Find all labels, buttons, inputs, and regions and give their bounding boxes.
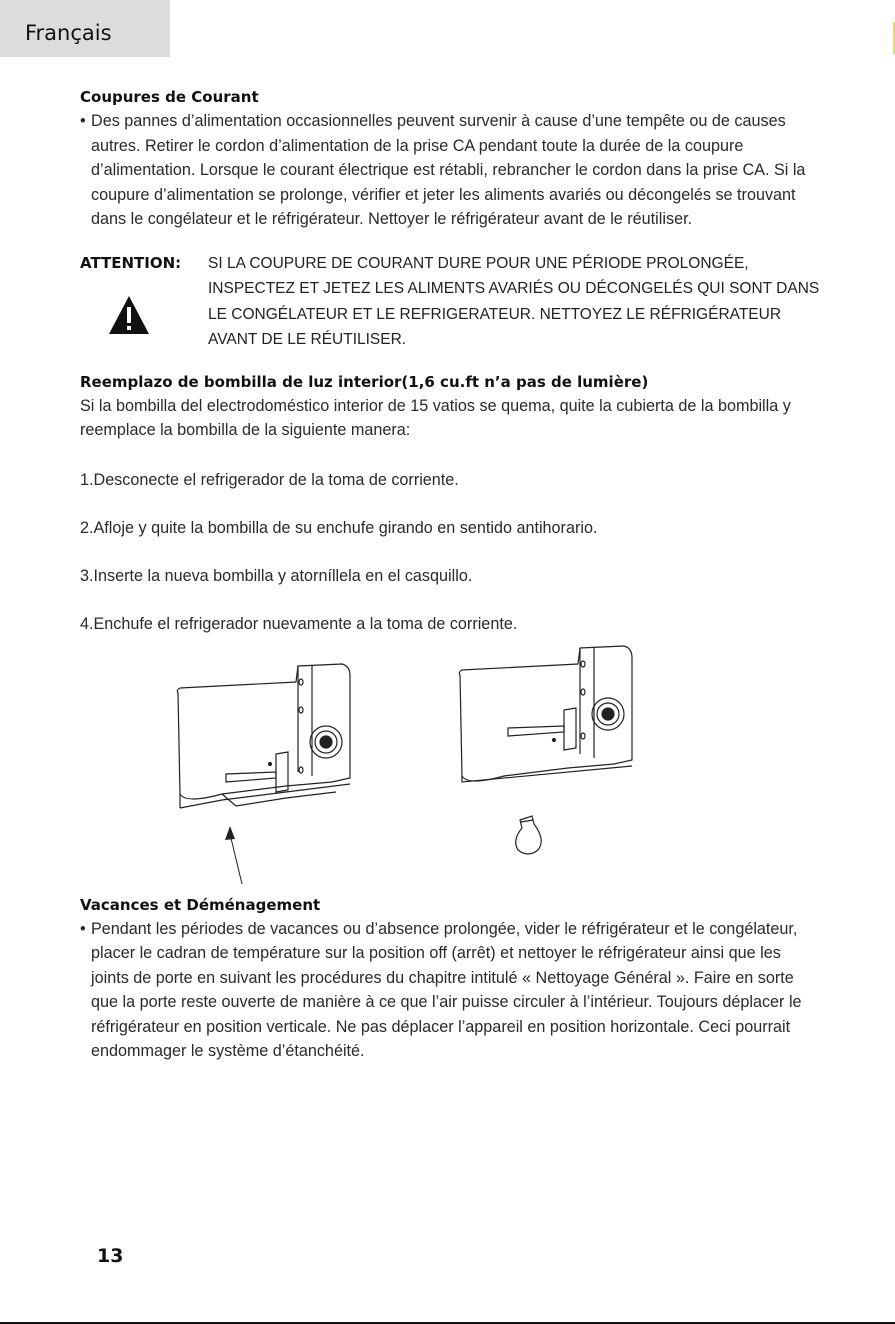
bulb-removed-illustration (448, 636, 648, 872)
intro-text: Si la bombilla del electrodoméstico interior de 15 vatios se quema, quite la cubierta de la bombilla y reemplace la bombilla de la siguiente manera: (80, 396, 791, 439)
bullet-paragraph (80, 917, 820, 1064)
illustrations (80, 636, 820, 891)
paragraph-text: Pendant les périodes de vacances ou d’absence prolongée, vider le réfrigérateur et le congélateur, placer le cadran de température sur la position off (arrêt) et nettoyer le réfrigérateur ainsi que les joints de porte en suivant les procédures du chapitre intitulé « Nettoyage Général ». Faire en sorte que la porte reste ouverte de manière à ce que l’air puisse circuler à l’intérieur. Toujours déplacer le réfrigérateur en position verticale. Ne pas déplacer l’appareil en position horizontale. Ceci pourrait endommager le système d’étanchéité. (91, 919, 802, 1060)
attention-block (80, 251, 820, 353)
page-number: 13 (97, 1245, 124, 1267)
bullet-marker: • (80, 919, 86, 938)
section-light-bulb (80, 370, 820, 891)
bullet-marker: • (80, 112, 86, 130)
section-heading: Vacances et Déménagement (80, 895, 321, 914)
section-power-outage (80, 85, 820, 232)
page-content (80, 85, 820, 1064)
language-tab: Français (0, 0, 170, 57)
step-2: 2.Afloje y quite la bombilla de su enchufe girando en sentido antihorario. (80, 518, 598, 537)
paragraph-text: Des pannes d’alimentation occasionnelles peuvent survenir à cause d’une tempête ou de causes autres. Retirer le cordon d’alimentation de la prise CA pendant toute la durée de la coupure d’alimentation. Lorsque le courant électrique est rétabli, rebrancher le cordon dans la prise CA. Si la coupure d’alimentation se prolonge, vérifier et jeter les aliments avariés ou décongelés se trouvant dans le congélateur et le réfrigérateur. Nettoyer le réfrigérateur avant de le réutiliser. (91, 112, 806, 228)
attention-label: ATTENTION: (80, 253, 182, 272)
step-3: 3.Inserte la nueva bombilla y atorníllela en el casquillo. (80, 566, 473, 585)
section-heading: Coupures de Courant (80, 88, 259, 106)
light-cover-illustration (166, 654, 396, 884)
section-vacation-moving (80, 893, 820, 1064)
step-1: 1.Desconecte el refrigerador de la toma de corriente. (80, 470, 459, 489)
section-heading: Reemplazo de bombilla de luz interior(1,6 cu.ft n’a pas de lumière) (80, 372, 649, 391)
attention-label-column (80, 251, 208, 353)
bullet-paragraph (80, 109, 820, 232)
attention-text: SI LA COUPURE DE COURANT DURE POUR UNE PÉRIODE PROLONGÉE, INSPECTEZ ET JETEZ LES ALIMENTS AVARIÉS OU DÉCONGELÉS QUI SONT DANS LE CONGÉLATEUR ET LE REFRIGERATEUR. NETTOYEZ LE RÉFRIGÉRATEUR AVANT DE LE RÉUTILISER. (208, 254, 820, 348)
warning-triangle-icon (108, 295, 150, 335)
step-4: 4.Enchufe el refrigerador nuevamente a la toma de corriente. (80, 614, 518, 633)
